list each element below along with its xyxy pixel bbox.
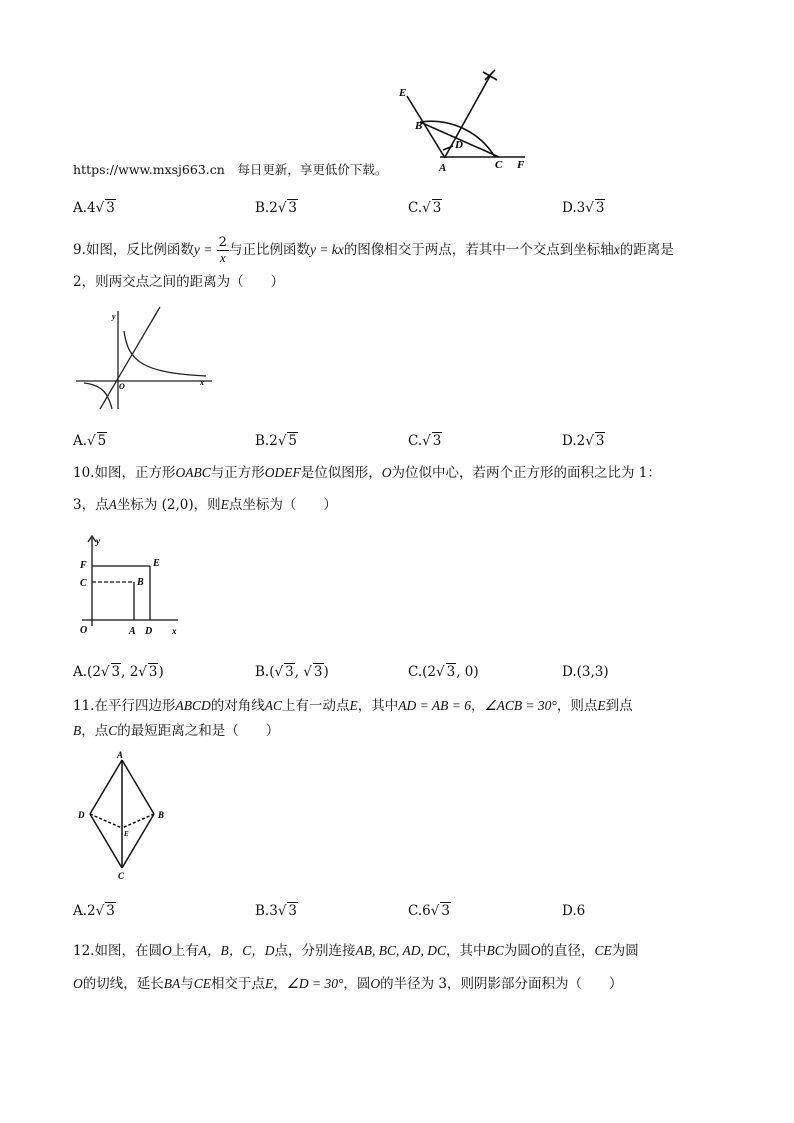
- q9-stem-line1: 9.如图，反比例函数y = $\frac{2}{x}$ 与正比例函数y = kx的图像相交于两点，若其中一个交点到坐标轴x的距离是: [73, 235, 674, 265]
- q8-option-c[interactable]: C.√ 3: [408, 200, 442, 216]
- q9-figure: [72, 305, 218, 411]
- fig10-label-e: E: [153, 558, 160, 569]
- q10-option-a[interactable]: A.(2√ 3, 2√ 3): [73, 664, 164, 680]
- q8-option-b[interactable]: B.2√ 3: [255, 200, 298, 216]
- fig11-label-a: A: [117, 750, 124, 760]
- fig10-label-f: F: [80, 560, 87, 571]
- q12-stem-line1: 12.如图，在圆O上有A，B，C，D点，分别连接AB, BC, AD, DC，其中BC为圆O的直径，CE为圆: [73, 943, 639, 959]
- fig8-label-f: F: [517, 159, 525, 171]
- fig11-label-b: B: [158, 810, 165, 820]
- fig8-label-d: D: [455, 139, 463, 151]
- q8-option-d[interactable]: D.3√ 3: [562, 200, 605, 216]
- fig10-label-x: x: [172, 626, 177, 636]
- q10-option-c[interactable]: C.(2√ 3, 0): [408, 664, 479, 680]
- q11-stem-line2: B，点C的最短距离之和是（ ）: [73, 723, 280, 739]
- q9-option-d[interactable]: D.2√ 3: [562, 433, 605, 449]
- fig9-label-x: x: [200, 378, 204, 387]
- fig10-label-d: D: [145, 626, 153, 637]
- q9-option-a[interactable]: A.√ 5: [73, 433, 107, 449]
- fig8-label-a: A: [439, 162, 447, 174]
- q9-stem-line2: 2，则两交点之间的距离为（ ）: [73, 274, 285, 290]
- q11-figure: [72, 748, 170, 882]
- fig11-label-e: E: [124, 830, 129, 838]
- q8-figure: [395, 66, 535, 178]
- fig10-label-b: B: [137, 577, 144, 588]
- q11-option-b[interactable]: B.3√ 3: [255, 903, 298, 919]
- fig9-label-y: y: [112, 312, 116, 321]
- q8-option-a[interactable]: A.4√ 3: [73, 200, 115, 216]
- q10-option-b[interactable]: B.(√ 3, √ 3): [255, 664, 329, 680]
- fig9-label-o: O: [119, 382, 125, 391]
- q10-stem-line2: 3，点A坐标为 (2,0)，则E点坐标为（ ）: [73, 497, 337, 513]
- fig8-label-b: B: [415, 120, 423, 132]
- q10-option-d[interactable]: D.(3,3): [562, 664, 609, 680]
- q11-option-c[interactable]: C.6√ 3: [408, 903, 450, 919]
- header-note: https://www.mxsj663.cn 每日更新，享更低价下载。: [73, 162, 388, 177]
- fig8-label-e: E: [399, 87, 407, 99]
- q11-stem-line1: 11.在平行四边形ABCD的对角线AC上有一动点E，其中AD = AB = 6，∠ACB = 30°，则点E到点: [73, 698, 633, 714]
- fig10-label-c: C: [80, 578, 87, 589]
- q10-figure: [72, 532, 184, 640]
- q9-option-b[interactable]: B.2√ 5: [255, 433, 298, 449]
- fig8-label-c: C: [495, 159, 503, 171]
- fig10-label-a: A: [129, 626, 136, 637]
- q11-option-d[interactable]: D.6: [562, 903, 586, 919]
- q11-option-a[interactable]: A.2√ 3: [73, 903, 115, 919]
- fig11-label-c: C: [118, 871, 125, 881]
- fig10-label-o: O: [80, 625, 88, 636]
- q10-stem-line1: 10.如图，正方形OABC与正方形ODEF是位似图形，O为位似中心，若两个正方形的面积之比为 1：: [73, 465, 661, 481]
- q12-stem-line2: O的切线，延长BA与CE相交于点E，∠D = 30°，圆O的半径为 3，则阴影部分面积为（ ）: [73, 976, 623, 992]
- q9-option-c[interactable]: C.√ 3: [408, 433, 442, 449]
- fig11-label-d: D: [78, 810, 85, 820]
- fig10-label-y: y: [96, 536, 100, 546]
